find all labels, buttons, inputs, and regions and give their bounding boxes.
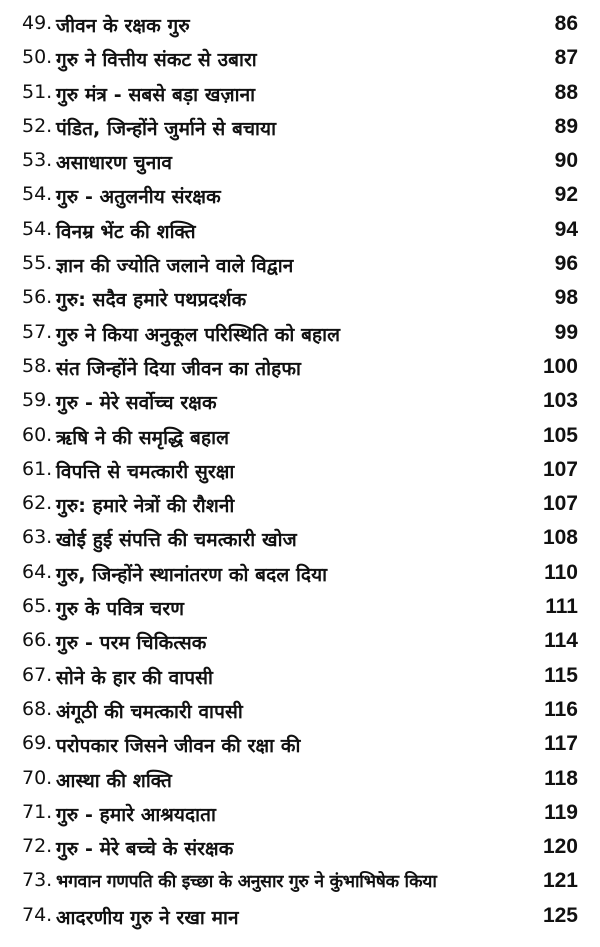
toc-entry-page: 98: [554, 286, 578, 310]
toc-entry-page: 108: [542, 526, 578, 550]
toc-entry-title: गुरु - अतुलनीय संरक्षक: [56, 186, 221, 209]
toc-entry-number: 62.: [22, 492, 53, 515]
toc-entry-page: 115: [544, 663, 578, 687]
toc-entry[interactable]: [0, 145, 600, 179]
toc-entry[interactable]: [0, 591, 600, 625]
toc-entry[interactable]: [0, 900, 600, 934]
toc-entry-title: गुरु के पवित्र चरण: [56, 598, 185, 621]
toc-entry-title: गुरु - हमारे आश्रयदाता: [56, 803, 216, 826]
toc-entry-title: गुरु मंत्र - सबसे बड़ा खज़ाना: [56, 83, 256, 106]
toc-entry-title: पंडित, जिन्होंने जुर्माने से बचाया: [56, 117, 277, 140]
toc-entry-title: अंगूठी की चमत्कारी वापसी: [56, 700, 243, 723]
toc-entry[interactable]: [0, 763, 600, 797]
toc-entry-title: ज्ञान की ज्योति जलाने वाले विद्वान: [56, 255, 294, 278]
toc-entry-number: 56.: [22, 286, 53, 309]
toc-entry-title: जीवन के रक्षक गुरु: [56, 15, 190, 37]
toc-entry-title: गुरु ने किया अनुकूल परिस्थिति को बहाल: [56, 323, 341, 346]
toc-entry-title: गुरु - मेरे बच्चे के संरक्षक: [56, 838, 234, 861]
toc-entry-title: असाधारण चुनाव: [56, 152, 173, 175]
toc-entry[interactable]: [0, 42, 600, 76]
toc-entry-number: 71.: [22, 800, 53, 823]
toc-entry[interactable]: [0, 77, 600, 111]
toc-entry-number: 51.: [22, 80, 53, 103]
toc-entry-number: 68.: [22, 697, 53, 720]
toc-entry-number: 63.: [22, 526, 53, 549]
toc-entry-number: 73.: [22, 869, 53, 892]
toc-entry-page: 99: [554, 320, 578, 344]
toc-entry[interactable]: [0, 488, 600, 522]
toc-entry-number: 67.: [22, 663, 53, 686]
toc-entry-page: 96: [554, 252, 578, 276]
toc-entry-number: 74.: [22, 903, 53, 926]
toc-entry-page: 121: [542, 869, 578, 893]
toc-entry[interactable]: [0, 557, 600, 591]
toc-entry[interactable]: [0, 420, 600, 454]
toc-entry-number: 66.: [22, 629, 53, 652]
toc-entry[interactable]: [0, 831, 600, 865]
toc-entry[interactable]: [0, 317, 600, 351]
toc-entry-page: 118: [544, 766, 578, 790]
toc-entry-number: 64.: [22, 560, 53, 583]
toc-entry-title: परोपकार जिसने जीवन की रक्षा की: [56, 735, 301, 758]
toc-entry-title: संत जिन्होंने दिया जीवन का तोहफा: [56, 357, 302, 380]
toc-entry-page: 89: [554, 114, 578, 138]
toc-entry-title: आदरणीय गुरु ने रखा मान: [56, 906, 239, 929]
toc-entry[interactable]: [0, 248, 600, 282]
toc-entry-number: 57.: [22, 320, 53, 343]
toc-entry[interactable]: [0, 214, 600, 248]
toc-entry-number: 53.: [22, 149, 53, 172]
toc-entry-title: विपत्ति से चमत्कारी सुरक्षा: [56, 460, 235, 483]
toc-entry-number: 54.: [22, 217, 53, 240]
toc-entry-number: 58.: [22, 354, 53, 377]
toc-entry[interactable]: [0, 282, 600, 316]
toc-entry-number: 72.: [22, 835, 53, 858]
toc-entry-title: विनम्र भेंट की शक्ति: [56, 220, 196, 243]
toc-entry-number: 61.: [22, 457, 53, 480]
toc-entry-title: भगवान गणपति की इच्छा के अनुसार गुरु ने कुंभाभिषेक किया: [56, 872, 437, 893]
toc-entry-page: 86: [554, 12, 578, 35]
toc-entry-page: 103: [542, 389, 578, 413]
toc-entry-number: 54.: [22, 183, 53, 206]
toc-entry-title: ऋषि ने की समृद्धि बहाल: [56, 426, 230, 449]
toc-entry-page: 119: [544, 800, 578, 824]
toc-entry-page: 105: [542, 423, 578, 447]
toc-entry-page: 94: [554, 217, 578, 241]
toc-entry-page: 100: [542, 354, 578, 378]
toc-entry[interactable]: [0, 694, 600, 728]
toc-entry-title: गुरु: सदैव हमारे पथप्रदर्शक: [56, 289, 247, 312]
toc-entry[interactable]: [0, 351, 600, 385]
toc-entry-title: गुरु ने वित्तीय संकट से उबारा: [56, 49, 257, 72]
toc-entry-title: गुरु - मेरे सर्वोच्च रक्षक: [56, 392, 217, 415]
toc-entry[interactable]: [0, 797, 600, 831]
toc-entry-number: 60.: [22, 423, 53, 446]
toc-entry-page: 107: [542, 457, 578, 481]
toc-entry[interactable]: [0, 111, 600, 145]
toc-entry-title: खोई हुई संपत्ति की चमत्कारी खोज: [56, 529, 297, 552]
toc-entry-title: गुरु, जिन्होंने स्थानांतरण को बदल दिया: [56, 563, 328, 586]
toc-entry-number: 50.: [22, 46, 53, 69]
toc-entry-page: 125: [542, 903, 578, 927]
toc-entry-page: 107: [542, 492, 578, 516]
toc-entry-number: 52.: [22, 114, 53, 137]
toc-entry-page: 88: [554, 80, 578, 104]
toc-entry[interactable]: [0, 522, 600, 556]
toc-entry-number: 70.: [22, 766, 53, 789]
toc-entry[interactable]: [0, 385, 600, 419]
toc-entry[interactable]: [0, 728, 600, 762]
toc-entry-page: 92: [554, 183, 578, 207]
toc-entry-page: 116: [544, 697, 578, 721]
toc-entry[interactable]: [0, 179, 600, 213]
toc-entry[interactable]: [0, 865, 600, 899]
toc-entry-number: 69.: [22, 732, 53, 755]
table-of-contents: [0, 8, 600, 934]
toc-entry-number: 65.: [22, 595, 53, 618]
toc-entry-title: आस्था की शक्ति: [56, 769, 172, 792]
toc-entry-page: 117: [544, 732, 578, 756]
toc-entry[interactable]: [0, 8, 600, 42]
toc-entry-page: 111: [545, 595, 578, 619]
toc-entry[interactable]: [0, 454, 600, 488]
toc-entry[interactable]: [0, 660, 600, 694]
toc-entry-number: 59.: [22, 389, 53, 412]
toc-entry[interactable]: [0, 625, 600, 659]
toc-entry-title: गुरु - परम चिकित्सक: [56, 632, 207, 655]
toc-entry-page: 87: [554, 46, 578, 70]
toc-entry-number: 55.: [22, 252, 53, 275]
toc-entry-page: 110: [544, 560, 578, 584]
toc-entry-page: 90: [554, 149, 578, 173]
toc-entry-number: 49.: [22, 12, 53, 34]
toc-entry-page: 114: [544, 629, 578, 653]
toc-entry-title: सोने के हार की वापसी: [56, 666, 213, 689]
toc-entry-page: 120: [542, 835, 578, 859]
toc-entry-title: गुरु: हमारे नेत्रों की रौशनी: [56, 495, 235, 518]
